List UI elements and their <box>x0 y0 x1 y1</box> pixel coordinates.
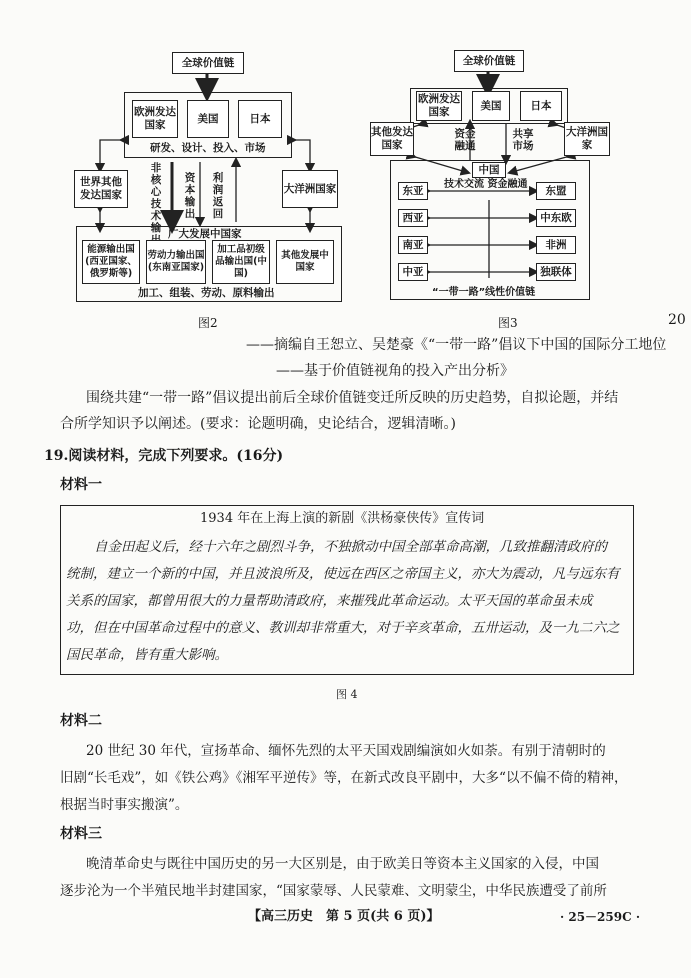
material-1-line-2: 统制，建立一个新的中国，并且波浪所及，使远在西区之帝国主义，亦大为震动，凡与远东有 <box>66 566 620 582</box>
fig2-core-row: 研发、设计、投入、市场 <box>150 142 266 154</box>
fig3-core-japan: 日本 <box>520 91 562 121</box>
material-2-title: 材料二 <box>60 713 102 729</box>
material-1-line-4: 功，但在中国革命过程中的意义、教训却非常重大，对于辛亥革命，五卅运动，及一九二六之 <box>66 620 620 636</box>
fig3-r4: 独联体 <box>536 263 576 281</box>
fig3-m1: 资金融通 <box>454 128 476 152</box>
fig2-core-europe: 欧洲发达国家 <box>132 100 178 138</box>
material-3-line-2: 逐步沦为一个半殖民地半封建国家，“国家蒙辱、人民蒙难、文明蒙尘，中华民族遭受了前所 <box>60 883 607 899</box>
material-1-box-title: 1934 年在上海上演的新剧《洪杨豪侠传》宣传词 <box>200 511 485 526</box>
fig2-core-usa: 美国 <box>187 100 229 138</box>
fig2-bottom-title: 广大发展中国家 <box>168 228 242 240</box>
material-1-line-1: 自金田起义后，经十六年之剧烈斗争，不独掀动中国全部革命高潮，几致推翻清政府的 <box>94 539 607 555</box>
source-line-2: ——基于价值链视角的投入产出分析》 <box>276 363 514 379</box>
fig2-left-box: 世界其他发达国家 <box>74 170 128 208</box>
fig2-b1: 能源输出国(西亚国家、俄罗斯等) <box>82 240 140 284</box>
material-1-title: 材料一 <box>60 477 102 493</box>
task-line-1: 围绕共建“一带一路”倡议提出前后全球价值链变迁所反映的历史趋势，自拟论题，并结 <box>86 390 619 406</box>
fig4-caption: 图 4 <box>336 688 358 701</box>
fig3-right-box: 大洋洲国家 <box>564 122 610 156</box>
footer-code: · 25－259C · <box>560 910 641 924</box>
footer-page: 【高三历史 第 5 页(共 6 页)】 <box>248 909 440 924</box>
fig2-core-japan: 日本 <box>238 100 282 138</box>
fig2-v2: 资本输出 <box>184 172 196 220</box>
material-2-line-3: 根据当时事实搬演”。 <box>60 797 189 813</box>
fig2-v3: 利润返回 <box>212 172 224 220</box>
fig2-v1: 非核心技术输 <box>150 162 162 234</box>
fig3-l4: 中亚 <box>398 263 428 281</box>
fig3-r1: 东盟 <box>536 182 576 200</box>
material-2-line-2: 旧剧“长毛戏”，如《铁公鸡》《湘军平逆传》等，在新式改良平剧中，大多“以不偏不倚的精神， <box>60 770 628 786</box>
fig3-china-box: 中国 <box>472 162 506 178</box>
material-3-title: 材料三 <box>60 826 102 842</box>
fig3-left-box: 其他发达国家 <box>370 122 414 156</box>
material-2-line-1: 20 世纪 30 年代，宣扬革命、缅怀先烈的太平天国戏剧编演如火如荼。有别于清朝时的 <box>86 743 606 759</box>
fig3-r3: 非洲 <box>536 236 576 254</box>
fig2-b4: 其他发展中国家 <box>276 240 334 284</box>
material-1-line-5: 国民革命，皆有重大影响。 <box>66 647 228 663</box>
margin-number: 20 <box>668 312 686 328</box>
fig3-caption: 图3 <box>498 316 518 330</box>
material-3-line-1: 晚清革命史与既往中国历史的另一大区别是，由于欧美日等资本主义国家的入侵，中国 <box>86 856 599 872</box>
fig3-l1: 东亚 <box>398 182 428 200</box>
fig3-core-usa: 美国 <box>472 91 510 121</box>
fig2-caption: 图2 <box>198 316 218 330</box>
fig3-bottom-label: “一带一路”线性价值链 <box>432 287 536 298</box>
material-1-line-3: 关系的国家，都曾用很大的力量帮助清政府，来摧残此革命运动。太平天国的革命虽未成 <box>66 593 593 609</box>
fig2-right-box: 大洋洲国家 <box>282 170 338 208</box>
fig2-b3: 加工品初级品输出国(中国) <box>212 240 270 284</box>
fig3-top-box: 全球价值链 <box>454 50 524 72</box>
fig3-core-europe: 欧洲发达国家 <box>416 91 462 121</box>
fig2-top-box: 全球价值链 <box>172 52 244 74</box>
fig3-r2: 中东欧 <box>536 209 576 227</box>
fig3-l3: 南亚 <box>398 236 428 254</box>
task-line-2: 合所学知识予以阐述。(要求：论题明确，史论结合，逻辑清晰。) <box>60 416 456 432</box>
source-line-1: ——摘编自王恕立、吴楚豪《“一带一路”倡议下中国的国际分工地位 <box>246 337 667 353</box>
fig3-china-row: 技术交流 资金融通 <box>444 179 528 190</box>
question-19: 19.阅读材料，完成下列要求。(16分) <box>44 448 284 464</box>
fig2-b2: 劳动力输出国(东南亚国家) <box>146 240 206 284</box>
fig3-l2: 西亚 <box>398 209 428 227</box>
fig3-m2: 共享市场 <box>512 128 534 152</box>
fig2-bottom-row: 加工、组装、劳动、原料输出 <box>138 287 275 299</box>
